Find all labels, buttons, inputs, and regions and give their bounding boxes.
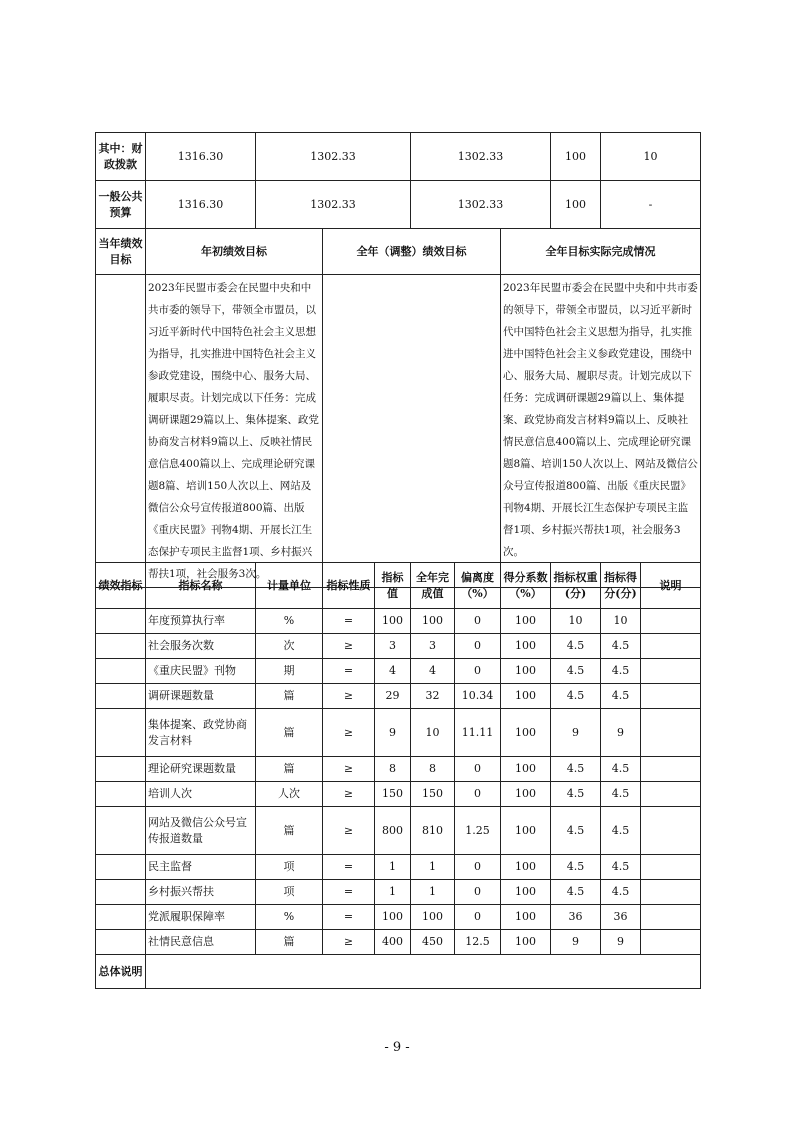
indicator-actual: 810 (411, 807, 455, 855)
indicator-actual: 1 (411, 880, 455, 905)
indicator-name: 培训人次 (146, 782, 256, 807)
table-row (96, 659, 701, 684)
indicator-coef: 100 (501, 930, 551, 955)
funding-value-actual: 1302.33 (411, 181, 551, 229)
goals-col-actual: 全年目标实际完成情况 (501, 229, 701, 275)
indicator-unit: 篇 (256, 709, 323, 757)
indicator-score: 9 (601, 930, 641, 955)
goals-col-initial: 年初绩效目标 (146, 229, 323, 275)
indicator-section-cell (96, 855, 146, 880)
indicator-coef: 100 (501, 757, 551, 782)
indicator-actual: 150 (411, 782, 455, 807)
funding-value-adjusted: 1302.33 (256, 133, 411, 181)
indicator-note (641, 757, 701, 782)
indicator-rows (96, 609, 701, 955)
indicator-score: 4.5 (601, 634, 641, 659)
header-deviation: 偏离度（%） (455, 563, 501, 609)
indicator-note (641, 709, 701, 757)
goals-col-adjusted: 全年（调整）绩效目标 (323, 229, 501, 275)
funding-row-general (96, 181, 701, 229)
indicator-note (641, 684, 701, 709)
indicator-note (641, 634, 701, 659)
indicator-nature: = (323, 880, 375, 905)
indicator-name: 党派履职保障率 (146, 905, 256, 930)
goals-empty-cell (96, 275, 146, 588)
goals-text-row (96, 275, 701, 588)
indicator-deviation: 0 (455, 634, 501, 659)
funding-rate: 100 (551, 133, 601, 181)
indicator-unit: 人次 (256, 782, 323, 807)
indicator-weight: 4.5 (551, 634, 601, 659)
indicator-value: 1 (375, 880, 411, 905)
indicator-deviation: 10.34 (455, 684, 501, 709)
indicator-name: 社情民意信息 (146, 930, 256, 955)
indicator-nature: ≥ (323, 634, 375, 659)
indicator-weight: 10 (551, 609, 601, 634)
indicator-section-cell (96, 659, 146, 684)
indicator-actual: 100 (411, 609, 455, 634)
indicator-score: 10 (601, 609, 641, 634)
header-score: 指标得分(分) (601, 563, 641, 609)
indicator-unit: 篇 (256, 684, 323, 709)
indicator-nature: ≥ (323, 807, 375, 855)
indicator-name: 民主监督 (146, 855, 256, 880)
indicator-coef: 100 (501, 709, 551, 757)
header-weight: 指标权重(分) (551, 563, 601, 609)
indicator-actual: 450 (411, 930, 455, 955)
indicator-unit: 次 (256, 634, 323, 659)
indicator-note (641, 905, 701, 930)
indicator-value: 1 (375, 855, 411, 880)
header-actual: 全年完成值 (411, 563, 455, 609)
indicator-value: 400 (375, 930, 411, 955)
table-row (96, 757, 701, 782)
indicator-weight: 4.5 (551, 855, 601, 880)
indicator-score: 4.5 (601, 807, 641, 855)
indicator-value: 4 (375, 659, 411, 684)
indicator-actual: 1 (411, 855, 455, 880)
indicator-weight: 4.5 (551, 757, 601, 782)
indicators-table (95, 562, 701, 989)
indicator-name: 调研课题数量 (146, 684, 256, 709)
indicator-deviation: 12.5 (455, 930, 501, 955)
indicator-value: 29 (375, 684, 411, 709)
indicator-coef: 100 (501, 609, 551, 634)
indicator-unit: 项 (256, 855, 323, 880)
indicator-section-cell (96, 757, 146, 782)
indicator-score: 4.5 (601, 880, 641, 905)
indicator-coef: 100 (501, 684, 551, 709)
indicator-coef: 100 (501, 807, 551, 855)
budget-goals-table (95, 132, 701, 588)
indicator-weight: 4.5 (551, 880, 601, 905)
table-row (96, 782, 701, 807)
indicator-value: 100 (375, 609, 411, 634)
indicator-section-cell (96, 880, 146, 905)
indicator-section-cell (96, 634, 146, 659)
header-nature: 指标性质 (323, 563, 375, 609)
table-row (96, 609, 701, 634)
indicator-nature: ≥ (323, 684, 375, 709)
indicator-section-cell (96, 709, 146, 757)
funding-weight: - (601, 181, 701, 229)
indicator-actual: 3 (411, 634, 455, 659)
funding-value-actual: 1302.33 (411, 133, 551, 181)
indicator-nature: ≥ (323, 930, 375, 955)
indicator-actual: 10 (411, 709, 455, 757)
funding-rate: 100 (551, 181, 601, 229)
indicator-score: 4.5 (601, 684, 641, 709)
indicator-section-cell (96, 930, 146, 955)
indicator-weight: 4.5 (551, 684, 601, 709)
indicator-name: 理论研究课题数量 (146, 757, 256, 782)
indicator-unit: 期 (256, 659, 323, 684)
indicator-deviation: 0 (455, 905, 501, 930)
indicator-coef: 100 (501, 880, 551, 905)
header-note: 说明 (641, 563, 701, 609)
funding-value-adjusted: 1302.33 (256, 181, 411, 229)
indicator-deviation: 0 (455, 855, 501, 880)
indicator-coef: 100 (501, 782, 551, 807)
indicator-score: 36 (601, 905, 641, 930)
table-row (96, 709, 701, 757)
indicator-section-cell (96, 905, 146, 930)
indicator-weight: 4.5 (551, 807, 601, 855)
header-name: 指标名称 (146, 563, 256, 609)
indicator-actual: 8 (411, 757, 455, 782)
indicator-note (641, 782, 701, 807)
indicator-coef: 100 (501, 905, 551, 930)
summary-text (146, 955, 701, 989)
indicator-value: 8 (375, 757, 411, 782)
indicator-nature: = (323, 855, 375, 880)
funding-label: 一般公共预算 (96, 181, 146, 229)
header-unit: 计量单位 (256, 563, 323, 609)
indicator-deviation: 0 (455, 757, 501, 782)
indicator-value: 100 (375, 905, 411, 930)
summary-label: 总体说明 (96, 955, 146, 989)
indicator-deviation: 0 (455, 782, 501, 807)
table-row (96, 634, 701, 659)
goals-actual-text: 2023年民盟市委会在民盟中央和中共市委的领导下，带领全市盟员，以习近平新时代中国特色社会主义思想为指导，扎实推进中国特色社会主义参政党建设，围绕中心、服务大局、履职尽责。计划完成以下任务：完成调研课题29篇以上、集体提案、政党协商发言材料9篇以上、反映社情民意信息400篇以上、完成理论研究课题8篇、培训150人次以上、网站及微信公众号宣传报道800篇、出版《重庆民盟》刊物4期、开展长江生态保护专项民主监督1项、乡村振兴帮扶1项，社会服务3次。 (501, 275, 701, 588)
summary-row (96, 955, 701, 989)
indicator-name: 乡村振兴帮扶 (146, 880, 256, 905)
indicator-unit: 篇 (256, 807, 323, 855)
table-row (96, 855, 701, 880)
indicator-actual: 100 (411, 905, 455, 930)
indicator-deviation: 0 (455, 659, 501, 684)
goals-row-label: 当年绩效目标 (96, 229, 146, 275)
indicators-section-label: 绩效指标 (96, 563, 146, 609)
indicator-deviation: 11.11 (455, 709, 501, 757)
indicator-note (641, 609, 701, 634)
indicator-name: 社会服务次数 (146, 634, 256, 659)
indicator-nature: = (323, 609, 375, 634)
indicator-name: 《重庆民盟》刊物 (146, 659, 256, 684)
indicators-header-row (96, 563, 701, 609)
indicator-nature: = (323, 659, 375, 684)
indicator-section-cell (96, 684, 146, 709)
indicator-deviation: 1.25 (455, 807, 501, 855)
indicator-weight: 4.5 (551, 782, 601, 807)
indicator-unit: % (256, 905, 323, 930)
funding-value-initial: 1316.30 (146, 181, 256, 229)
indicator-value: 150 (375, 782, 411, 807)
funding-weight: 10 (601, 133, 701, 181)
indicator-actual: 4 (411, 659, 455, 684)
table-row (96, 684, 701, 709)
indicator-note (641, 880, 701, 905)
indicator-actual: 32 (411, 684, 455, 709)
goals-initial-text: 2023年民盟市委会在民盟中央和中共市委的领导下，带领全市盟员，以习近平新时代中国特色社会主义思想为指导，扎实推进中国特色社会主义参政党建设，围绕中心、服务大局、履职尽责。计划完成以下任务：完成调研课题29篇以上、集体提案、政党协商发言材料9篇以上、反映社情民意信息400篇以上、完成理论研究课题8篇、培训150人次以上、网站及微信公众号宣传报道800篇、出版《重庆民盟》刊物4期、开展长江生态保护专项民主监督1项、乡村振兴帮扶1项，社会服务3次。 (146, 275, 323, 588)
header-value: 指标值 (375, 563, 411, 609)
indicator-unit: 篇 (256, 757, 323, 782)
indicator-note (641, 659, 701, 684)
indicator-coef: 100 (501, 659, 551, 684)
indicator-value: 3 (375, 634, 411, 659)
indicator-nature: ≥ (323, 782, 375, 807)
header-coef: 得分系数（%） (501, 563, 551, 609)
indicator-section-cell (96, 807, 146, 855)
indicator-weight: 9 (551, 930, 601, 955)
indicator-weight: 36 (551, 905, 601, 930)
indicator-score: 4.5 (601, 757, 641, 782)
indicator-nature: = (323, 905, 375, 930)
indicator-name: 集体提案、政党协商发言材料 (146, 709, 256, 757)
indicator-unit: 项 (256, 880, 323, 905)
indicator-note (641, 855, 701, 880)
indicator-value: 800 (375, 807, 411, 855)
indicator-unit: 篇 (256, 930, 323, 955)
indicator-score: 4.5 (601, 782, 641, 807)
indicator-unit: % (256, 609, 323, 634)
funding-value-initial: 1316.30 (146, 133, 256, 181)
indicator-coef: 100 (501, 634, 551, 659)
indicator-section-cell (96, 782, 146, 807)
table-row (96, 905, 701, 930)
indicator-note (641, 930, 701, 955)
indicator-score: 4.5 (601, 855, 641, 880)
indicator-coef: 100 (501, 855, 551, 880)
indicator-nature: ≥ (323, 757, 375, 782)
indicator-name: 网站及微信公众号宣传报道数量 (146, 807, 256, 855)
table-row (96, 880, 701, 905)
page-number: - 9 - (384, 1040, 410, 1055)
indicator-note (641, 807, 701, 855)
indicator-nature: ≥ (323, 709, 375, 757)
indicator-name: 年度预算执行率 (146, 609, 256, 634)
funding-label: 其中：财政拨款 (96, 133, 146, 181)
indicator-deviation: 0 (455, 880, 501, 905)
goals-adjusted-text (323, 275, 501, 588)
indicator-value: 9 (375, 709, 411, 757)
table-row (96, 930, 701, 955)
indicator-score: 4.5 (601, 659, 641, 684)
indicator-weight: 9 (551, 709, 601, 757)
indicator-weight: 4.5 (551, 659, 601, 684)
indicator-deviation: 0 (455, 609, 501, 634)
table-row (96, 807, 701, 855)
indicator-score: 9 (601, 709, 641, 757)
funding-row-fiscal (96, 133, 701, 181)
goals-header-row (96, 229, 701, 275)
indicator-section-cell (96, 609, 146, 634)
